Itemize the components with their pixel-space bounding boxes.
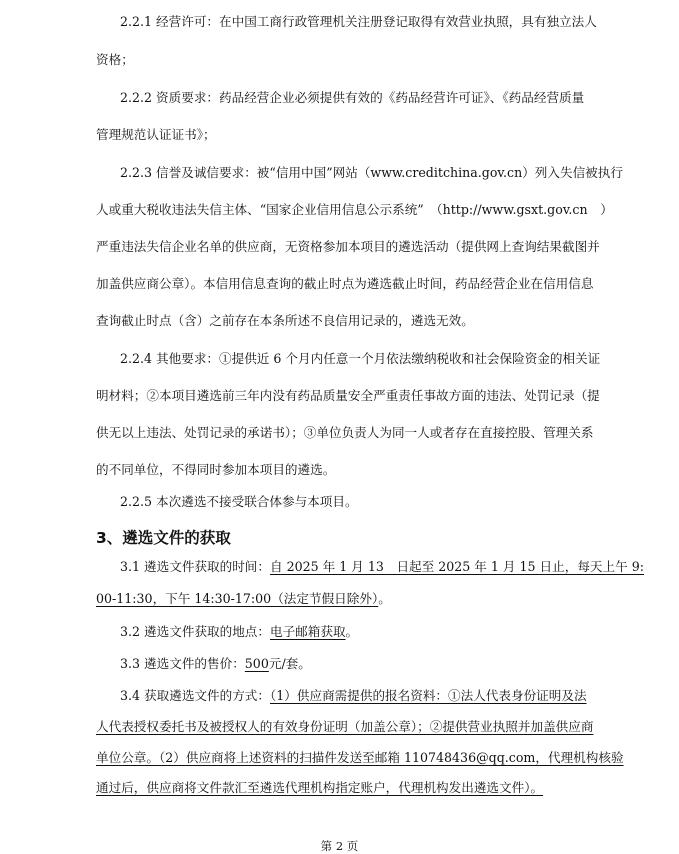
para-2-2-5-line1: 2.2.5 本次遴选不接受联合体参与本项目。 xyxy=(120,494,358,509)
item-3-1-period: 。 xyxy=(378,591,391,606)
para-2-2-3-line5: 查询截止时点（含）之前存在本条所述不良信用记录的，遴选无效。 xyxy=(96,313,474,328)
item-3-4-method-underlined-4: 通过后，供应商将文件款汇至遴选代理机构指定账户，代理机构发出遴选文件）。 xyxy=(96,780,544,795)
para-2-2-3-line3: 严重违法失信企业名单的供应商，无资格参加本项目的遴选活动（提供网上查询结果截图并 xyxy=(96,239,600,254)
item-3-2 xyxy=(120,624,358,640)
item-3-1-time-underlined: 自 2025 年 1 月 13 日起至 2025 年 1 月 15 日止，每天上午 9: xyxy=(269,559,644,574)
item-3-3-label: 3.3 遴选文件的售价： xyxy=(120,656,245,671)
para-2-2-4-line4: 的不同单位，不得同时参加本项目的遴选。 xyxy=(96,462,336,477)
para-2-2-2-line1: 2.2.2 资质要求：药品经营企业必须提供有效的《药品经营许可证》、《药品经营质量 xyxy=(120,90,585,105)
item-3-4-label: 3.4 获取遴选文件的方式： xyxy=(120,688,270,703)
item-3-1-line2 xyxy=(96,591,391,607)
item-3-3-price-underlined: 500 xyxy=(244,656,269,671)
item-3-1-line1 xyxy=(120,559,644,575)
page-number: 第 2 页 xyxy=(320,839,359,853)
item-3-2-location-underlined: 电子邮箱获取 xyxy=(269,624,346,639)
para-2-2-3-line2: 人或重大税收违法失信主体、“国家企业信用信息公示系统” （http://www.gsxt.gov.cn ） xyxy=(96,202,613,217)
item-3-3-unit: 元/套。 xyxy=(268,656,311,671)
para-2-2-3-line4: 加盖供应商公章）。本信用信息查询的截止时点为遴选截止时间，药品经营企业在信用信息 xyxy=(96,276,594,291)
section-3-heading: 3、遴选文件的获取 xyxy=(96,529,231,547)
item-3-4-method-underlined-2: 人代表授权委托书及被授权人的有效身份证明（加盖公章）；②提供营业执照并加盖供应商 xyxy=(96,719,594,734)
item-3-4-method-underlined-3: 单位公章。（2）供应商将上述资料的扫描件发送至邮箱 110748436@qq.com，代理机构核验 xyxy=(96,750,624,765)
item-3-4-line3 xyxy=(96,750,624,766)
item-3-4-line2 xyxy=(96,719,594,735)
para-2-2-1-line1: 2.2.1 经营许可：在中国工商行政管理机关注册登记取得有效营业执照，具有独立法人 xyxy=(120,14,597,29)
para-2-2-4-line2: 明材料；②本项目遴选前三年内没有药品质量安全严重责任事故方面的违法、处罚记录（提 xyxy=(96,388,600,403)
item-3-1-label: 3.1 遴选文件获取的时间： xyxy=(120,559,270,574)
item-3-1-time-underlined-cont: 00-11:30，下午 14:30-17:00（法定节假日除外） xyxy=(96,591,379,606)
item-3-2-label: 3.2 遴选文件获取的地点： xyxy=(120,624,270,639)
para-2-2-3-line1: 2.2.3 信誉及诚信要求：被“信用中国”网站（www.creditchina.gov.cn）列入失信被执行 xyxy=(120,165,623,180)
para-2-2-4-line1: 2.2.4 其他要求：①提供近 6 个月内任意一个月依法缴纳税收和社会保险资金的相关证 xyxy=(120,351,601,366)
para-2-2-2-line2: 管理规范认证证书》； xyxy=(96,127,216,142)
item-3-2-period: 。 xyxy=(345,624,359,639)
item-3-4-line4 xyxy=(96,780,543,796)
para-2-2-1-line2: 资格； xyxy=(96,52,134,67)
para-2-2-4-line3: 供无以上违法、处罚记录的承诺书）；③单位负责人为同一人或者存在直接控股、管理关系 xyxy=(96,425,594,440)
item-3-3 xyxy=(120,656,311,672)
item-3-4-method-underlined: （1）供应商需提供的报名资料：①法人代表身份证明及法 xyxy=(269,688,587,703)
item-3-4-line1 xyxy=(120,688,587,704)
